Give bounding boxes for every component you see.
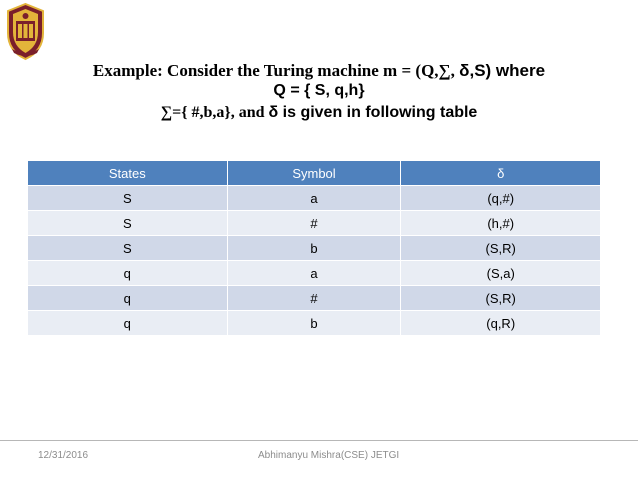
cell-symbol: #: [227, 286, 401, 311]
slide-title-line1: [0, 61, 638, 81]
cell-delta: (h,#): [401, 211, 601, 236]
cell-delta: (S,a): [401, 261, 601, 286]
cell-state: q: [28, 261, 228, 286]
title-line1-prefix: Example: Consider the Turing machine m = (Q,∑,: [92, 61, 460, 80]
title-line3-suffix: δ is given in following table: [268, 104, 478, 121]
header-symbol: Symbol: [227, 161, 401, 186]
cell-state: S: [28, 211, 228, 236]
title-line1-suffix: δ,S) where: [459, 61, 546, 80]
table-row: [28, 286, 601, 311]
footer-divider: [0, 440, 638, 441]
cell-symbol: b: [227, 236, 401, 261]
title-line3-prefix: ∑={ #,b,a}, and: [160, 104, 269, 121]
table-row: [28, 261, 601, 286]
cell-delta: (q,R): [401, 311, 601, 336]
slide-title-line2: Q = { S, q,h}: [273, 82, 365, 99]
cell-delta: (S,R): [401, 286, 601, 311]
college-crest-icon: [3, 3, 48, 61]
transition-table: [27, 160, 601, 336]
cell-state: S: [28, 236, 228, 261]
table-row: [28, 186, 601, 211]
cell-symbol: a: [227, 186, 401, 211]
header-delta: δ: [401, 161, 601, 186]
table-header-row: [28, 161, 601, 186]
slide-title-line3: [0, 104, 638, 122]
table-row: [28, 211, 601, 236]
cell-symbol: #: [227, 211, 401, 236]
header-states: States: [28, 161, 228, 186]
cell-symbol: a: [227, 261, 401, 286]
cell-delta: (q,#): [401, 186, 601, 211]
cell-symbol: b: [227, 311, 401, 336]
table-row: [28, 236, 601, 261]
table-row: [28, 311, 601, 336]
cell-delta: (S,R): [401, 236, 601, 261]
footer-author: Abhimanyu Mishra(CSE) JETGI: [258, 450, 400, 461]
cell-state: S: [28, 186, 228, 211]
cell-state: q: [28, 311, 228, 336]
cell-state: q: [28, 286, 228, 311]
footer-date: 12/31/2016: [38, 450, 89, 461]
